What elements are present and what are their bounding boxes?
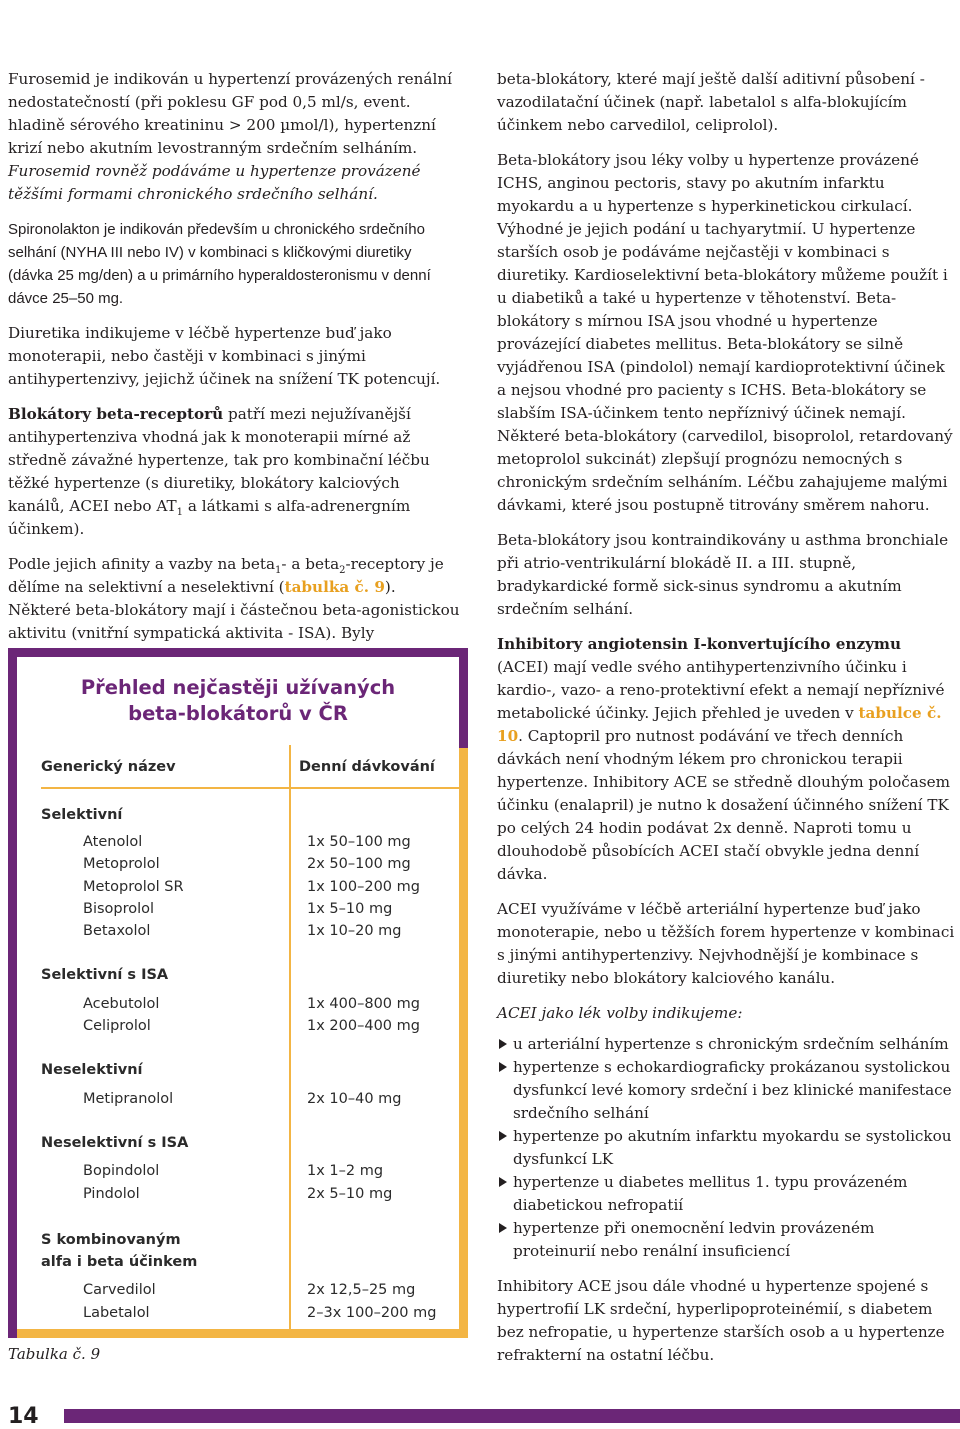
paragraph-furosemid-italic: Furosemid rovněž podáváme u hypertenze provázené těžšími formami chronického srdečního selhání. bbox=[8, 162, 421, 203]
table-10-reference-link[interactable]: tabulce č. 10 bbox=[497, 704, 942, 745]
paragraph-acei: Inhibitory angiotensin I-konvertujícího enzymu (ACEI) mají vedle svého antihypertenzivního účinku i kardio-, vazo- a reno-protektivní efekt a nemají nepříznivé metabolické účinky. Jejich přehled je uveden v tabulce č. 10. Captopril pro nutnost podávání ve třech denních dávkách není vhodným lékem pro chronickou terapii hypertenze. Inhibitory ACE se středně dlouhým poločasem účinku (enalapril) je nutno k dosažení účinného snížení TK po celých 24 hodin podávat 2x denně. Naproti tomu u dlouhodobě působících ACEI stačí obvykle jedna denní dávka. bbox=[497, 635, 951, 883]
acei-indication-list bbox=[497, 1033, 957, 1263]
table-row-dose: 1x 100–200 mg bbox=[307, 879, 420, 895]
table-row-drug: Metoprolol bbox=[83, 856, 160, 872]
table-row-drug: Carvedilol bbox=[83, 1282, 156, 1298]
table-row-drug: Bopindolol bbox=[83, 1163, 160, 1179]
table-row-dose: 2x 10–40 mg bbox=[307, 1091, 402, 1107]
list-item: hypertenze po akutním infarktu myokardu se systolickou dysfunkcí LK bbox=[497, 1125, 957, 1171]
table-row-drug: Atenolol bbox=[83, 834, 143, 850]
triangle-bullet-icon bbox=[499, 1062, 507, 1072]
paragraph-acei-other: Inhibitory ACE jsou dále vhodné u hypertenze spojené s hypertrofií LK srdeční, hyperlipoproteinémií, s diabetem bez nefropatie, u hypertenze starších osob a u hypertenze refrakterní na ostatní léčbu. bbox=[497, 1277, 945, 1364]
paragraph-additive-effect: beta-blokátory, které mají ještě další aditivní působení - vazodilatační účinek (např. labetalol s alfa-blokujícím účinkem nebo carvedilol, celiprolol). bbox=[497, 70, 925, 134]
triangle-bullet-icon bbox=[499, 1039, 507, 1049]
table-title: Přehled nejčastěji užívaných beta-blokátorů v ČR bbox=[80, 676, 396, 725]
table-row-drug: Acebutolol bbox=[83, 996, 160, 1012]
table-row-drug: Metoprolol SR bbox=[83, 879, 184, 895]
table-row-drug: Pindolol bbox=[83, 1186, 140, 1202]
column-header-generic: Generický název bbox=[41, 759, 176, 775]
paragraph-contraindications: Beta-blokátory jsou kontraindikovány u asthma bronchiale při atrio-ventrikulární blokádě II. a III. stupně, bradykardické formě sick-sinus syndromu a akutním srdečním selhání. bbox=[497, 531, 949, 618]
table-row-dose: 2x 12,5–25 mg bbox=[307, 1282, 416, 1298]
list-item: hypertenze při onemocnění ledvin provázeném proteinurií nebo renální insuficiencí bbox=[497, 1217, 957, 1263]
beta-blocker-table bbox=[8, 648, 468, 1338]
paragraph-spironolakton: Spironolakton je indikován především u chronického srdečního selhání (NYHA III nebo IV) v kombinaci s kličkovými diuretiky (dávka 25 mg/den) a u primárního hyperaldosteronismu v denní dávce 25–50 mg. bbox=[8, 221, 431, 307]
group-nonselective: Neselektivní bbox=[41, 1062, 143, 1078]
list-item: hypertenze u diabetes mellitus 1. typu provázeném diabetickou nefropatií bbox=[497, 1171, 957, 1217]
table-row-dose: 1x 10–20 mg bbox=[307, 923, 402, 939]
table-row-dose: 1x 1–2 mg bbox=[307, 1163, 384, 1179]
table-9-reference-link[interactable]: tabulka č. 9 bbox=[284, 578, 385, 596]
acei-indication-intro: ACEI jako lék volby indikujeme: bbox=[497, 1004, 743, 1022]
column-divider bbox=[289, 745, 291, 1335]
table-row-dose: 2x 5–10 mg bbox=[307, 1186, 393, 1202]
paragraph-beta-blocker-indications: Beta-blokátory jsou léky volby u hypertenze provázené ICHS, anginou pectoris, stavy po akutním infarktu myokardu a u hypertenze s hyperkinetickou cirkulací. Výhodné je jejich podání u tachyarytmií. U hypertenze starších osob je podáváme nejčastěji v kombinaci s diuretiky. Kardioselektivní beta-blokátory můžeme použít i u diabetiků a také u hypertenze v těhotenství. Beta-blokátory s mírnou ISA jsou vhodné u hypertenze provázející diabetes mellitus. Beta-blokátory se silně vyjádřenou ISA (pindolol) nemají kardioprotektivní účinek a nejsou vhodné pro pacienty s ICHS. Beta-blokátory se slabším ISA-účinkem tento nepříznivý účinek nemají. Některé beta-blokátory (carvedilol, bisoprolol, retardovaný metoprolol sukcinát) zlepšují prognózu nemocných s chronickým srdečním selháním. Léčbu zahajujeme malými dávkami, které jsou postupně titrovány směrem nahoru. bbox=[497, 151, 953, 514]
paragraph-affinity: Podle jejich afinity a vazby na beta$_1$- a beta$_2$-receptory je dělíme na selektivní a neselektivní (tabulka č. 9). Některé beta-blokátory mají i částečnou beta-agonistickou aktivitu (vnitřní sympatická aktivita - ISA). Byly bbox=[8, 555, 460, 642]
table-row-drug: Bisoprolol bbox=[83, 901, 155, 917]
table-row-dose: 1x 5–10 mg bbox=[307, 901, 393, 917]
column-header-dose: Denní dávkování bbox=[299, 759, 435, 775]
paragraph-furosemid: Furosemid je indikován u hypertenzí provázených renální nedostatečností (při poklesu GF pod 0,5 ml/s, event. hladině sérového kreatininu > 200 µmol/l), hypertenzní krizí nebo akutním levostranným srdečním selháním. Furosemid rovněž podáváme u hypertenze provázené těžšími formami chronického srdečního selhání. bbox=[8, 70, 452, 203]
left-column bbox=[8, 68, 460, 680]
list-item: hypertenze s echokardiograficky prokázanou systolickou dysfunkcí levé komory srdeční i bez klinické manifestace srdečního selhání bbox=[497, 1056, 957, 1125]
table-row-dose: 1x 200–400 mg bbox=[307, 1018, 420, 1034]
table-caption: Tabulka č. 9 bbox=[8, 1345, 101, 1363]
triangle-bullet-icon bbox=[499, 1177, 507, 1187]
triangle-bullet-icon bbox=[499, 1131, 507, 1141]
table-row-drug: Celiprolol bbox=[83, 1018, 151, 1034]
table-row-dose: 1x 400–800 mg bbox=[307, 996, 420, 1012]
table-row-drug: Labetalol bbox=[83, 1305, 150, 1321]
paragraph-beta-blockers: Blokátory beta-receptorů patří mezi nejužívanější antihypertenziva vhodná jak k monoterapii mírné až středně závažné hypertenze, tak pro kombinační léčbu těžké hypertenze (s diuretiky, blokátory kalciových kanálů, ACEI nebo $AT_1$ a látkami s alfa-adrenergním účinkem). bbox=[8, 405, 430, 538]
table-row-drug: Betaxolol bbox=[83, 923, 151, 939]
beta-blockers-heading: Blokátory beta-receptorů bbox=[8, 405, 224, 423]
group-selective: Selektivní bbox=[41, 807, 123, 823]
table-row-drug: Metipranolol bbox=[83, 1091, 174, 1107]
right-column bbox=[497, 68, 957, 1379]
group-selective-isa: Selektivní s ISA bbox=[41, 967, 169, 983]
footer-bar bbox=[64, 1409, 960, 1423]
paragraph-acei-usage: ACEI využíváme v léčbě arteriální hypertenze buď jako monoterapie, nebo u těžších forem hypertenze v kombinaci s jinými antihypertenzivy. Nejvhodnější je kombinace s diuretiky nebo blokátory kalciového kanálu. bbox=[497, 900, 955, 987]
group-combined: S kombinovaným alfa i beta účinkem bbox=[41, 1232, 198, 1270]
header-divider bbox=[41, 787, 461, 789]
paragraph-diuretika: Diuretika indikujeme v léčbě hypertenze buď jako monoterapii, nebo častěji v kombinaci s jinými antihypertenzivy, jejichž účinek na snížení TK potencují. bbox=[8, 324, 441, 388]
group-nonselective-isa: Neselektivní s ISA bbox=[41, 1135, 189, 1151]
page-number: 14 bbox=[8, 1404, 39, 1429]
table-row-dose: 2x 50–100 mg bbox=[307, 856, 411, 872]
list-item: u arteriální hypertenze s chronickým srdečním selháním bbox=[497, 1033, 957, 1056]
table-row-dose: 2–3x 100–200 mg bbox=[307, 1305, 437, 1321]
acei-heading: Inhibitory angiotensin I-konvertujícího enzymu bbox=[497, 635, 902, 653]
table-row-dose: 1x 50–100 mg bbox=[307, 834, 411, 850]
triangle-bullet-icon bbox=[499, 1223, 507, 1233]
